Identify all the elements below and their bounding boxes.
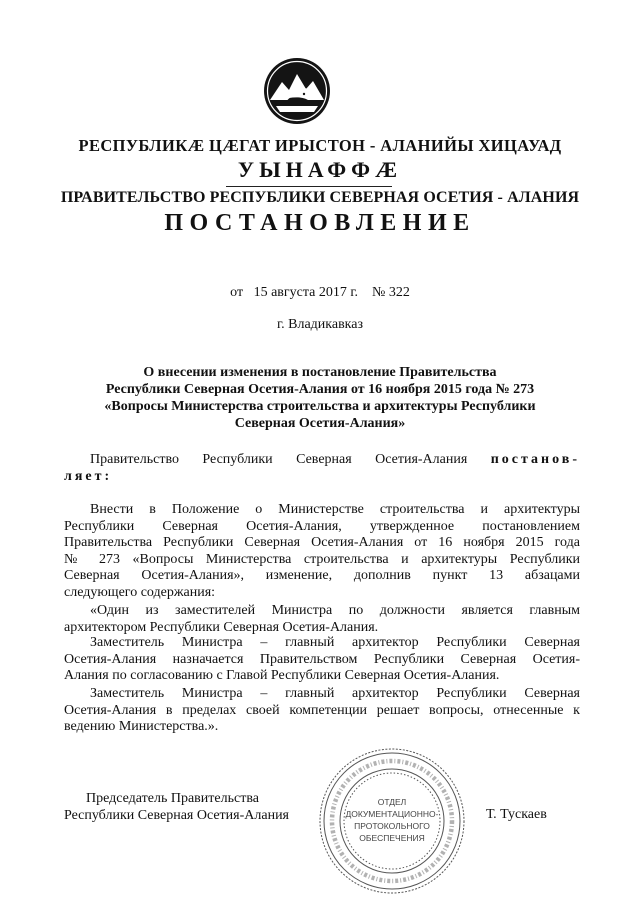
- paragraph-line: Заместитель Министра – главный архитектор Республики Северная: [90, 635, 580, 650]
- paragraph-deputy: [64, 603, 580, 636]
- subject-line: Северная Осетия-Алания»: [234, 416, 406, 431]
- paragraph-line: архитектором Республики Северная Осетия-Алания.: [64, 619, 379, 635]
- decree-title-ossetian: УЫНАФФÆ: [237, 157, 403, 182]
- city-name: г. Владикавказ: [276, 317, 364, 332]
- subject-line: Республики Северная Осетия-Алания от 16 ноября 2015 года № 273: [105, 382, 535, 397]
- official-seal-icon: [316, 745, 468, 897]
- position-line: Республики Северная Осетия-Алания: [64, 808, 289, 823]
- decree-date: 15 августа 2017 г.: [253, 285, 359, 300]
- seal-text: ОБЕСПЕЧЕНИЯ: [359, 833, 425, 843]
- paragraph-amendment: [64, 502, 580, 602]
- decree-dateline: [0, 285, 640, 301]
- paragraph-competence: [64, 686, 580, 736]
- government-name-russian: ПРАВИТЕЛЬСТВО РЕСПУБЛИКИ СЕВЕРНАЯ ОСЕТИЯ - АЛАНИЯ: [60, 189, 580, 206]
- preamble-line: [64, 469, 580, 486]
- preamble-line: Правительство Республики Северная Осетия-Алания постанов-: [90, 452, 580, 467]
- decree-number: № 322: [372, 285, 410, 300]
- signatory-position: [64, 790, 289, 824]
- subject-line: О внесении изменения в постановление Правительства: [143, 365, 497, 380]
- preamble: [64, 452, 580, 485]
- republic-name-ossetian: РЕСПУБЛИКÆ ЦÆГАТ ИРЫСТОН - АЛАНИЙЫ ХИЦАУАД: [78, 136, 562, 155]
- coat-of-arms-icon: [262, 56, 332, 126]
- paragraph-line: ведению Министерства.».: [64, 719, 219, 735]
- paragraph-line: Осетия-Алания в пределах своей компетенции решает вопросы, отнесенные к: [64, 702, 580, 718]
- seal-text: ПРОТОКОЛЬНОГО: [354, 821, 430, 831]
- position-line: Председатель Правительства: [86, 791, 259, 806]
- seal-text: ДОКУМЕНТАЦИОННО-: [345, 809, 439, 819]
- decree-title-russian: ПОСТАНОВЛЕНИЕ: [164, 210, 476, 236]
- signatory-name: Т. Тускаев: [486, 807, 547, 822]
- paragraph-line: Заместитель Министра – главный архитектор Республики Северная: [90, 686, 580, 701]
- resolves-word: постанов-: [490, 452, 580, 467]
- paragraph-line: Республики Северная Осетия-Алания, утвержденное постановлением: [64, 518, 580, 534]
- paragraph-appointment: [64, 635, 580, 685]
- paragraph-line: «Один из заместителей Министра по должности является главным: [90, 603, 580, 618]
- paragraph-line: Осетия-Алания назначается Правительством Республики Северная Осетия-: [64, 651, 580, 667]
- subject-line: «Вопросы Министерства строительства и архитектуры Республики: [104, 399, 536, 414]
- paragraph-line: № 273 «Вопросы Министерства строительства и архитектуры Республики: [64, 551, 580, 567]
- paragraph-line: Внести в Положение о Министерстве строительства и архитектуры: [90, 502, 580, 517]
- date-prefix: от: [230, 285, 244, 300]
- paragraph-line: следующего содержания:: [64, 584, 216, 600]
- seal-text: ОТДЕЛ: [377, 797, 407, 807]
- decree-subject: [60, 364, 580, 432]
- paragraph-line: Правительства Республики Северная Осетия-Алания от 16 ноября 2015 года: [64, 535, 580, 551]
- resolves-word-end: ляет:: [64, 468, 113, 484]
- paragraph-line: Алания по согласованию с Главой Республики Северная Осетия-Алания.: [64, 668, 500, 684]
- paragraph-line: Северная Осетия-Алания», изменение, дополнив пункт 13 абзацами: [64, 568, 580, 584]
- header-divider: [226, 186, 392, 187]
